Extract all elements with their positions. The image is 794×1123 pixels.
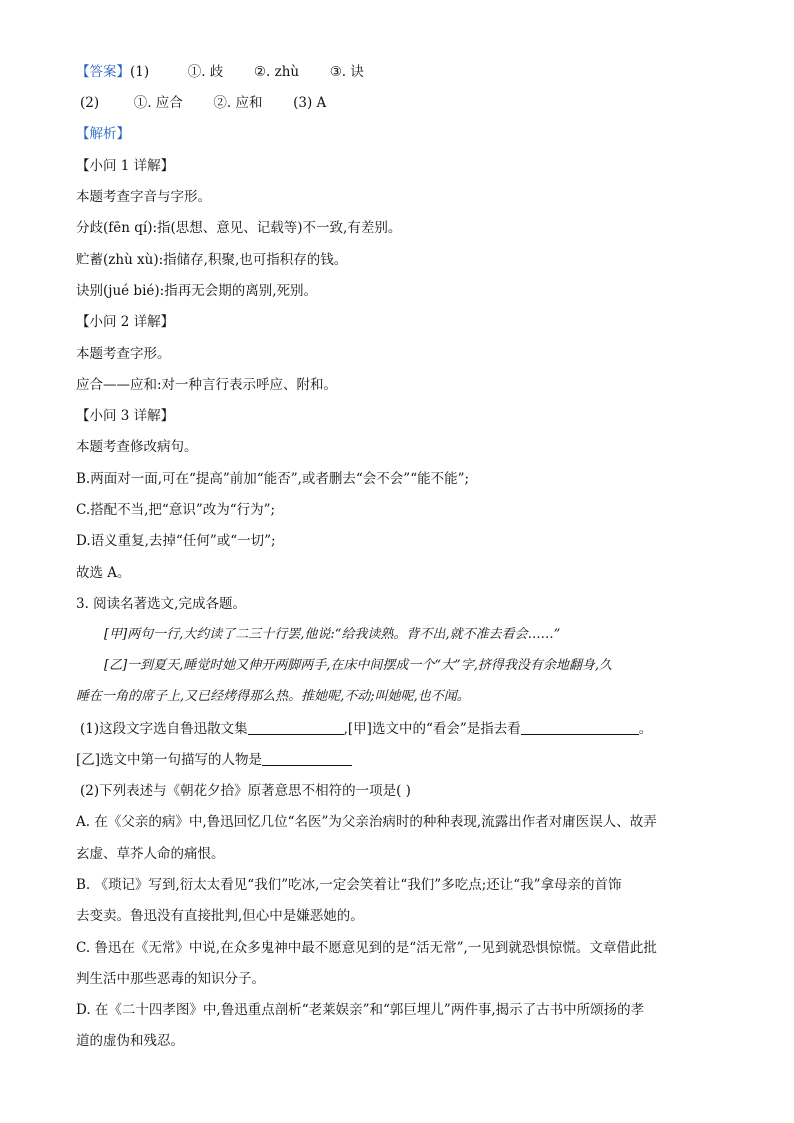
answer-q1-item-2: ②. zhù [253,64,300,80]
option-b-line-2: 去变卖。鲁迅没有直接批判,但心中是嫌恶她的。 [76,908,364,924]
answer-q1-label: (1) [130,64,150,80]
passage-yi-line-1: [乙]一到夏天,睡觉时她又伸开两脚两手,在床中间摆成一个“大”字,挤得我没有余地翻身,久 [104,658,612,673]
s3-line-3: C.搭配不当,把“意识”改为“行为”; [76,502,276,518]
answer-line-2 [80,93,326,113]
option-a-line-2: 玄虚、草芥人命的痛恨。 [76,846,225,862]
s2-line-1: 本题考查字形。 [76,346,171,362]
q3-sub2: (2)下列表述与《朝花夕拾》原著意思不相符的一项是( ) [80,783,411,799]
subquestion-3-title: 【小问 3 详解】 [76,408,175,424]
s1-line-4: 诀别(jué bié):指再无会期的离别,死别。 [76,283,317,299]
s3-line-1: 本题考查修改病句。 [76,439,198,455]
option-b-line-1: B. 《琐记》写到,衍太太看见“我们”吃冰,一定会笑着让“我们”多吃点;还让“我”拿母亲的首饰 [76,877,622,893]
answer-line-1 [76,62,364,82]
blank-described-person[interactable] [262,751,352,766]
option-c-line-1: C. 鲁迅在《无常》中说,在众多鬼神中最不愿意见到的是“活无常”,一见到就恐惧惊慌。文章借此批 [76,940,657,956]
q3-sub1-line-1 [80,719,652,739]
answer-q3: (3) A [293,95,327,111]
q3-sub1-text-b: ,[甲]选文中的“看会”是指去看 [343,721,521,737]
subquestion-2-title: 【小问 2 详解】 [76,314,175,330]
blank-kanhui-meaning[interactable] [521,720,639,735]
passage-jia: [甲]两句一行,大约读了二三十行罢,他说:“给我读熟。背不出,就不准去看会……” [104,627,561,642]
s1-line-2: 分歧(fēn qí):指(思想、意见、记载等)不一致,有差别。 [76,220,402,236]
option-d-line-2: 道的虚伪和残忍。 [76,1033,184,1049]
q3-sub1-text-d: [乙]选文中第一句描写的人物是 [76,752,263,768]
answer-q1-item-1: ①. 歧 [187,64,224,80]
s1-line-1: 本题考查字音与字形。 [76,189,211,205]
s3-line-2: B.两面对一面,可在“提高”前加“能否”,或者删去“会不会”“能不能”; [76,471,470,487]
s2-line-2: 应合——应和:对一种言行表示呼应、附和。 [76,377,338,393]
answer-q2-item-1: ①. 应合 [133,95,183,111]
s3-line-4: D.语义重复,去掉“任何”或“一切”; [76,533,276,549]
s3-line-5: 故选 A。 [76,565,131,581]
answer-tag: 【答案】 [76,64,130,80]
answer-q2-item-2: ②. 应和 [213,95,263,111]
question-3-title: 3. 阅读名著选文,完成各题。 [76,596,246,612]
option-d-line-1: D. 在《二十四孝图》中,鲁迅重点剖析“老莱娱亲”和“郭巨埋儿”两件事,揭示了古书中所颂扬的孝 [76,1002,645,1018]
q3-sub1-text-a: (1)这段文字选自鲁迅散文集 [80,721,248,737]
passage-yi-line-2: 睡在一角的席子上,又已经烤得那么热。推她呢,不动;叫她呢,也不闻。 [76,689,470,704]
answer-q1-item-3: ③. 诀 [329,64,364,80]
option-c-line-2: 判生活中那些恶毒的知识分子。 [76,971,265,987]
q3-sub1-line-2 [76,750,352,770]
subquestion-1-title: 【小问 1 详解】 [76,158,175,174]
answer-q2-label: (2) [80,95,100,111]
blank-essay-collection[interactable] [248,720,344,735]
analysis-tag: 【解析】 [76,126,130,142]
s1-line-3: 贮蓄(zhù xù):指储存,积聚,也可指积存的钱。 [76,252,348,268]
option-a-line-1: A. 在《父亲的病》中,鲁迅回忆几位“名医”为父亲治病时的种种表现,流露出作者对庸医误人、故弄 [76,814,657,830]
q3-sub1-text-c: 。 [638,721,653,737]
